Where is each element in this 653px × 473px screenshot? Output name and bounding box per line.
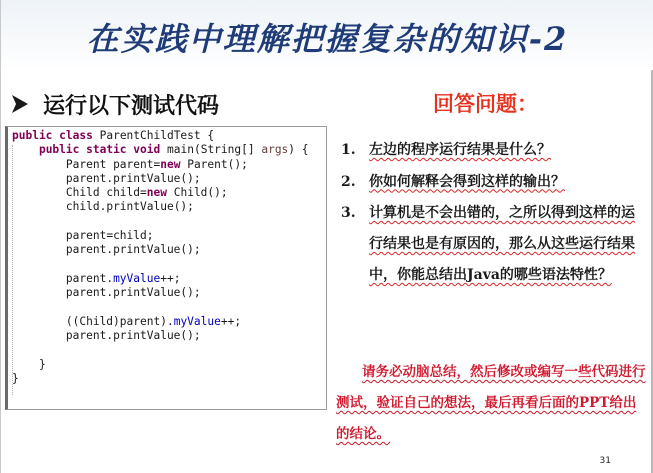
page-number: 31 [599,456,611,466]
code-line: Parent parent=new Parent(); [65,157,248,171]
code-line: child.printValue(); [65,200,194,214]
subtitle-text: 运行以下测试代码 [43,93,220,119]
code-line: public static void main(String[] args) { [38,143,309,157]
question-text: 你如何解释会得到这样的输出？ [369,173,565,190]
question-text: 左边的程序运行结果是什么？ [369,142,551,158]
code-line: parent=child; [65,229,154,243]
question-number: 2. [341,173,356,190]
code-line: parent.printValue(); [65,243,201,257]
code-line: } [12,357,46,371]
code-line: Child child=new Child(); [65,186,228,200]
code-line: } [12,372,19,386]
question-item [341,140,641,160]
code-line: ((Child)parent).myValue++; [12,314,242,328]
slide-title: 在实践中理解把握复杂的知识-2 [86,20,569,58]
code-listing [8,127,309,386]
subtitle [11,88,219,120]
answer-heading: 回答问题： [433,92,538,116]
question-item [341,203,641,291]
advice-text: 请务必动脑总结，然后修改或编写一些代码进行测试，验证自己的想法，最后再看后面的PPT给出的结论。 [336,364,646,442]
question-number: 1. [341,142,356,158]
question-number: 3. [341,205,356,221]
code-line: parent.myValue++; [65,271,181,285]
code-line: parent.printValue(); [65,329,201,343]
code-line: parent.printValue(); [65,171,201,185]
code-block [5,126,327,410]
code-line: public class ParentChildTest { [12,129,215,142]
question-item [341,172,641,192]
code-line: parent.printValue(); [65,286,201,300]
arrow-right-icon [11,94,29,114]
question-list [341,140,641,303]
question-text: 计算机是不会出错的，之所以得到这样的运行结果也是有原因的，那么从这些运行结果中，你能总结出Java的哪些语法特性？ [369,205,635,283]
